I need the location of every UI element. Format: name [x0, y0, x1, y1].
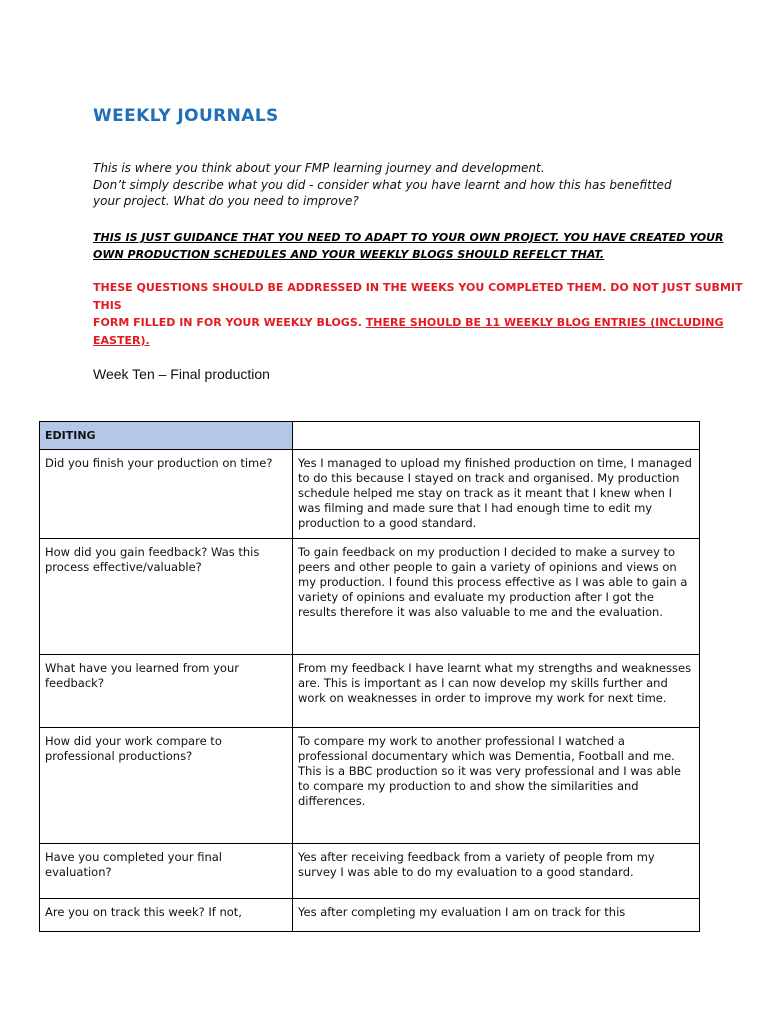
warning-underlined-text: EASTER). — [93, 333, 150, 347]
intro-line: your project. What do you need to improve? — [93, 194, 359, 208]
question-cell: What have you learned from your feedback? — [40, 655, 293, 728]
question-cell: How did you gain feedback? Was this process effective/valuable? — [40, 539, 293, 655]
answer-cell: Yes I managed to upload my finished production on time, I managed to do this because I stayed on track and organised. My production schedule helped me stay on track as it meant that I knew when I was filming and made sure that I had enough time to edit my production to a good standard. — [293, 450, 700, 539]
question-cell: Did you finish your production on time? — [40, 450, 293, 539]
warning-text: FORM FILLED IN FOR YOUR WEEKLY BLOGS. — [93, 316, 366, 329]
table-row — [40, 728, 700, 844]
question-cell: Are you on track this week? If not, — [40, 899, 293, 932]
warning-underlined-text: THERE SHOULD BE 11 WEEKLY BLOG ENTRIES (INCLUDING — [365, 316, 724, 329]
intro-line: This is where you think about your FMP learning journey and development. — [93, 161, 545, 175]
question-cell: How did your work compare to professional productions? — [40, 728, 293, 844]
warning-line — [93, 314, 743, 332]
answer-cell: Yes after completing my evaluation I am on track for this — [293, 899, 700, 932]
table-row — [40, 844, 700, 899]
answer-cell: Yes after receiving feedback from a variety of people from my survey I was able to do my evaluation to a good standard. — [293, 844, 700, 899]
page-title: WEEKLY JOURNALS — [93, 106, 279, 126]
table-row — [40, 899, 700, 932]
intro-line: Don’t simply describe what you did - consider what you have learnt and how this has benefitted — [93, 177, 672, 192]
table-header-row — [40, 422, 700, 450]
week-heading: Week Ten – Final production — [93, 366, 270, 382]
guidance-notice — [93, 229, 743, 263]
table-row — [40, 655, 700, 728]
warning-notice — [93, 279, 743, 349]
table-row — [40, 450, 700, 539]
warning-line: THESE QUESTIONS SHOULD BE ADDRESSED IN THE WEEKS YOU COMPLETED THEM. DO NOT JUST SUBMIT THIS — [93, 281, 743, 312]
intro-paragraph — [93, 160, 733, 210]
table-row — [40, 539, 700, 655]
section-header-cell: EDITING — [40, 422, 293, 450]
journal-table — [39, 421, 700, 932]
section-header-empty-cell — [293, 422, 700, 450]
warning-line — [93, 332, 743, 350]
answer-cell: To compare my work to another professional I watched a professional documentary which was Dementia, Football and me. This is a BBC production so it was very professional and I was able to compare my production to and show the similarities and differences. — [293, 728, 700, 844]
answer-cell: From my feedback I have learnt what my strengths and weaknesses are. This is important as I can now develop my skills further and work on weaknesses in order to improve my work for next time. — [293, 655, 700, 728]
guidance-line: OWN PRODUCTION SCHEDULES AND YOUR WEEKLY BLOGS SHOULD REFELCT THAT. — [93, 248, 605, 261]
guidance-line: THIS IS JUST GUIDANCE THAT YOU NEED TO ADAPT TO YOUR OWN PROJECT. YOU HAVE CREATED YOUR — [93, 231, 724, 244]
question-cell: Have you completed your final evaluation? — [40, 844, 293, 899]
answer-cell: To gain feedback on my production I decided to make a survey to peers and other people to gain a variety of opinions and views on my production. I found this process effective as I was able to gain a variety of opinions and evaluate my production after I got the results therefore it was also valuable to me and the evaluation. — [293, 539, 700, 655]
